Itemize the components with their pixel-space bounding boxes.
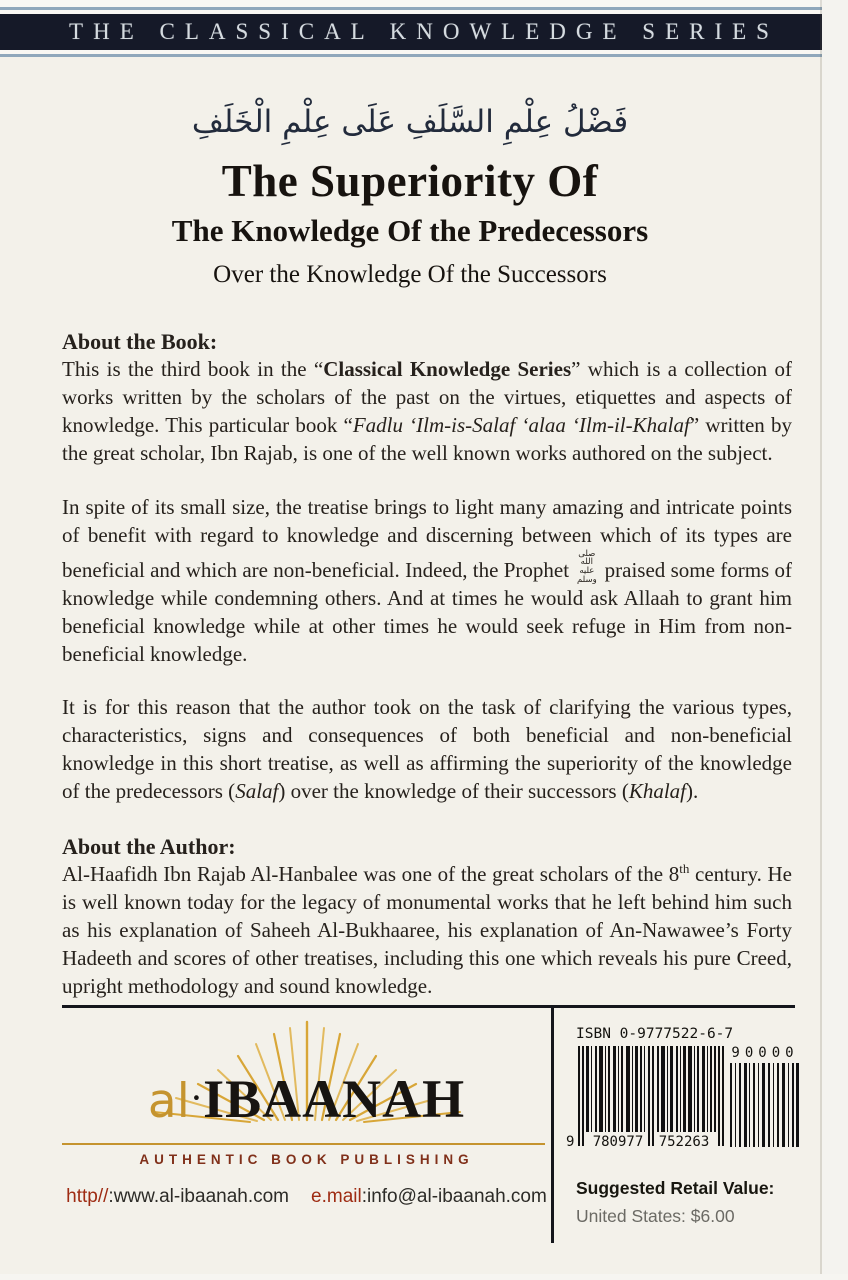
book-title-sub2: Over the Knowledge Of the Successors — [213, 260, 607, 288]
retail-heading: Suggested Retail Value: — [576, 1178, 775, 1198]
text-run-superscript: th — [679, 861, 690, 877]
page-edge-margin — [822, 0, 848, 1280]
text-run: ” which is a collection of works written by the scholars of the past on the virtues, etiquettes and aspects of knowledge. This particular book “ — [62, 357, 792, 438]
about-book-paragraph-1 — [62, 356, 792, 468]
about-author-heading: About the Author: — [62, 834, 236, 860]
series-title: THE CLASSICAL KNOWLEDGE SERIES — [69, 19, 779, 44]
logo-dot: · — [189, 1075, 204, 1120]
text-run: ). — [686, 779, 699, 804]
text-run: This is the third book in the “ — [62, 357, 324, 382]
email-prefix: e.mail — [311, 1186, 362, 1207]
retail-value-block — [576, 1178, 774, 1227]
footer-vertical-rule — [551, 1005, 554, 1243]
text-run-italic: Fadlu ‘Ilm-is-Salaf ‘alaa ‘Ilm-il-Khalaf — [352, 413, 690, 438]
text-run-italic: Salaf — [235, 779, 279, 804]
barcode-row — [566, 1046, 800, 1150]
arabic-title: فَضْلُ عِلْمِ السَّلَفِ عَلَى عِلْمِ الْخَلَفِ — [191, 104, 629, 140]
back-cover-text — [62, 327, 792, 1027]
book-title-sub1: The Knowledge Of the Predecessors — [171, 212, 649, 248]
publisher-logo — [62, 1012, 551, 1192]
ean-bars-icon — [578, 1046, 724, 1148]
text-run: ” written by the great scholar, Ibn Rajab, is one of the well known works authored on the subject. — [62, 413, 792, 466]
contact-line — [62, 1186, 551, 1208]
logo-al: al — [147, 1074, 190, 1129]
url-prefix: http// — [66, 1186, 109, 1207]
ean-digit-group1: 780977 — [590, 1135, 646, 1150]
logo-name: IBAANAH — [203, 1069, 466, 1129]
salutation-calligraphy-icon: صلى الله عليه وسلم — [576, 548, 597, 585]
text-run: ) over the knowledge of their successors ( — [278, 779, 629, 804]
page-bottom-edge — [0, 1274, 848, 1280]
ean-barcode — [566, 1046, 720, 1150]
text-run-italic: Khalaf — [628, 779, 687, 804]
publisher-tagline: AUTHENTIC BOOK PUBLISHING — [139, 1152, 474, 1167]
supplement-barcode — [730, 1046, 800, 1147]
title-block — [0, 100, 820, 289]
about-author-paragraph — [62, 861, 792, 1001]
series-band — [0, 14, 848, 50]
supplement-digits: 90000 — [731, 1045, 799, 1061]
footer-horizontal-rule — [62, 1005, 795, 1008]
text-run: century. He is well known today for the legacy of monumental works that he left behind him such as his explanation of Saheeh Al-Bukhaaree, his explanation of An-Nawawee’s Forty Hadeeth and scores of other treatises, including this one which reveals his pure Creed, upright methodology and sound knowledge. — [62, 862, 793, 999]
email-separator: : — [361, 1186, 367, 1207]
publisher-logo-text — [62, 1069, 551, 1129]
text-run: Al-Haafidh Ibn Rajab Al-Hanbalee was one of the great scholars of the 8 — [62, 862, 680, 887]
series-banner — [0, 0, 848, 57]
page-edge-line — [820, 0, 822, 1280]
about-book-heading: About the Book: — [62, 329, 218, 354]
supplement-bars-icon — [730, 1063, 800, 1147]
logo-gold-rule — [62, 1143, 545, 1145]
text-run: praised some forms of knowledge while condemning others. And at times he would ask Allaah to grant him beneficial knowledge while at other times he would seek refuge in Him from non-beneficial knowledge. — [62, 557, 792, 666]
about-book-paragraph-2 — [62, 494, 792, 669]
text-run-bold: Classical Knowledge Series — [323, 357, 572, 382]
text-run: It is for this reason that the author took on the task of clarifying the various types, characteristics, signs and consequences of both beneficial and non-beneficial knowledge in this short treatise, as well as affirming the superiority of the knowledge of the predecessors ( — [62, 695, 792, 804]
ean-digit-group2: 752263 — [656, 1135, 712, 1150]
isbn-label: ISBN 0-9777522-6-7 — [576, 1026, 734, 1042]
about-book-paragraph-3 — [62, 694, 792, 806]
email-address: info@al-ibaanah.com — [366, 1186, 547, 1207]
banner-blue-line-bottom — [0, 54, 848, 57]
banner-strip — [0, 0, 848, 7]
text-run: In spite of its small size, the treatise brings to light many amazing and intricate points of benefit with regard to knowledge and discerning between which of its types are beneficial and which are non-beneficial. Indeed, the Prophet — [62, 494, 792, 582]
ean-digit-lead: 9 — [566, 1133, 575, 1150]
barcode-block — [566, 1026, 800, 1150]
url-separator: : — [108, 1186, 114, 1207]
website-url: www.al-ibaanah.com — [113, 1186, 290, 1207]
retail-amount: United States: $6.00 — [576, 1206, 735, 1226]
book-title-main: The Superiority Of — [221, 155, 599, 206]
